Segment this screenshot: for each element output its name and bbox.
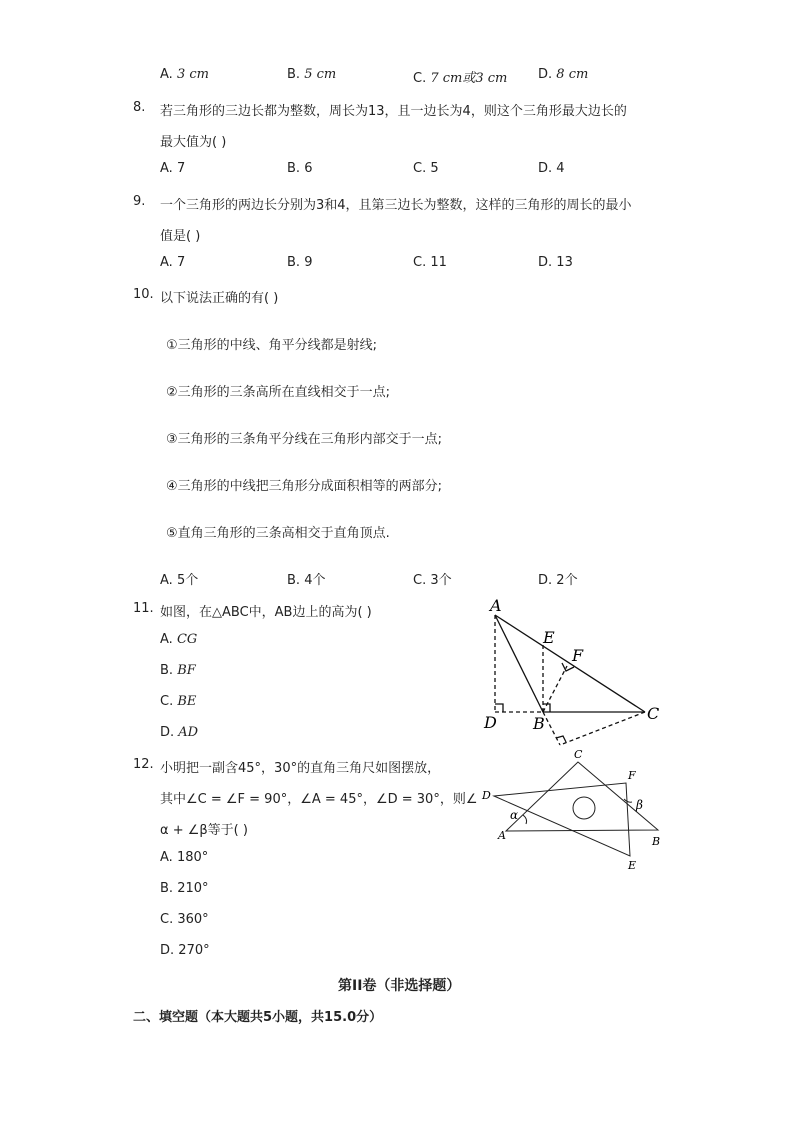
q9-option-b: B. 9 — [287, 255, 313, 270]
point-label-a: A — [498, 829, 506, 842]
segment-bf — [543, 666, 567, 712]
segment-ab — [495, 615, 543, 712]
q11-figure — [470, 595, 670, 755]
q10-option-c: C. 3个 — [413, 573, 452, 588]
q7-option-b: B. 5 cm — [287, 67, 337, 82]
q10-statement-1: ①三角形的中线、角平分线都是射线; — [166, 338, 378, 353]
point-label-c: C — [647, 704, 660, 723]
q12-figure — [478, 745, 678, 875]
point-label-f: F — [572, 646, 584, 665]
q10-statement-4: ④三角形的中线把三角形分成面积相等的两部分; — [166, 479, 443, 494]
q12-option-d: D. 270° — [160, 943, 210, 958]
segment-cg — [560, 712, 645, 745]
q12-number: 12. — [133, 757, 154, 772]
q11-stem: 如图，在△ABC中，AB边上的高为( ) — [160, 605, 372, 620]
q9-option-d: D. 13 — [538, 255, 573, 270]
q8-stem-line1: 若三角形的三边长都为整数，周长为13，且一边长为4，则这个三角形最大边长的 — [160, 104, 627, 119]
q10-option-d: D. 2个 — [538, 573, 578, 588]
q9-option-c: C. 11 — [413, 255, 447, 270]
segment-bg — [543, 712, 560, 745]
q8-option-d: D. 4 — [538, 161, 565, 176]
q8-option-b: B. 6 — [287, 161, 313, 176]
q9-stem-line1: 一个三角形的两边长分别为3和4，且第三边长为整数，这样的三角形的周长的最小 — [160, 198, 632, 213]
angle-label-alpha: α — [510, 808, 519, 822]
q12-option-b: B. 210° — [160, 881, 209, 896]
q11-option-b: B. BF — [160, 663, 196, 678]
q12-stem-line3: α + ∠β等于( ) — [160, 823, 248, 838]
q11-option-d: D. AD — [160, 725, 199, 740]
angle-alpha-arc — [523, 815, 527, 824]
q7-option-c: C. 7 cm或3 cm — [413, 71, 508, 86]
q9-option-a: A. 7 — [160, 255, 186, 270]
hole-circle — [573, 797, 595, 819]
q10-stem: 以下说法正确的有( ) — [160, 291, 279, 306]
point-label-d: D — [482, 789, 491, 802]
angle-label-beta: β — [636, 798, 643, 812]
q12-option-c: C. 360° — [160, 912, 209, 927]
q9-stem-line2: 值是( ) — [160, 229, 201, 244]
q10-statement-3: ③三角形的三条角平分线在三角形内部交于一点; — [166, 432, 443, 447]
point-label-d: D — [484, 713, 497, 732]
q8-number: 8. — [133, 100, 146, 115]
q7-option-a: A. 3 cm — [160, 67, 209, 82]
q10-number: 10. — [133, 287, 154, 302]
q12-stem-line2: 其中∠C = ∠F = 90°，∠A = 45°，∠D = 30°，则∠ — [160, 792, 478, 807]
section-heading-fill-in: 二、填空题（本大题共5小题，共15.0分） — [133, 1010, 383, 1025]
section-title: 第II卷（非选择题） — [338, 978, 461, 994]
point-label-a: A — [490, 596, 502, 615]
q9-number: 9. — [133, 194, 146, 209]
q10-option-b: B. 4个 — [287, 573, 326, 588]
q11-option-c: C. BE — [160, 694, 197, 709]
q11-option-a: A. CG — [160, 632, 198, 647]
q12-option-a: A. 180° — [160, 850, 209, 865]
q10-statement-2: ②三角形的三条高所在直线相交于一点; — [166, 385, 391, 400]
q8-option-a: A. 7 — [160, 161, 186, 176]
q12-stem-line1: 小明把一副含45°，30°的直角三角尺如图摆放， — [160, 761, 441, 776]
q7-option-d: D. 8 cm — [538, 67, 589, 82]
right-angle-d — [495, 704, 503, 712]
point-label-e: E — [628, 859, 637, 872]
segment-ac — [495, 615, 645, 712]
q11-number: 11. — [133, 601, 154, 616]
point-label-b: B — [652, 835, 661, 848]
point-label-b: B — [533, 714, 545, 733]
q10-option-a: A. 5个 — [160, 573, 199, 588]
q8-stem-line2: 最大值为( ) — [160, 135, 227, 150]
q8-option-c: C. 5 — [413, 161, 439, 176]
point-label-f: F — [628, 769, 636, 782]
point-label-c: C — [574, 748, 583, 761]
q10-statement-5: ⑤直角三角形的三条高相交于直角顶点. — [166, 526, 390, 541]
point-label-e: E — [543, 628, 555, 647]
